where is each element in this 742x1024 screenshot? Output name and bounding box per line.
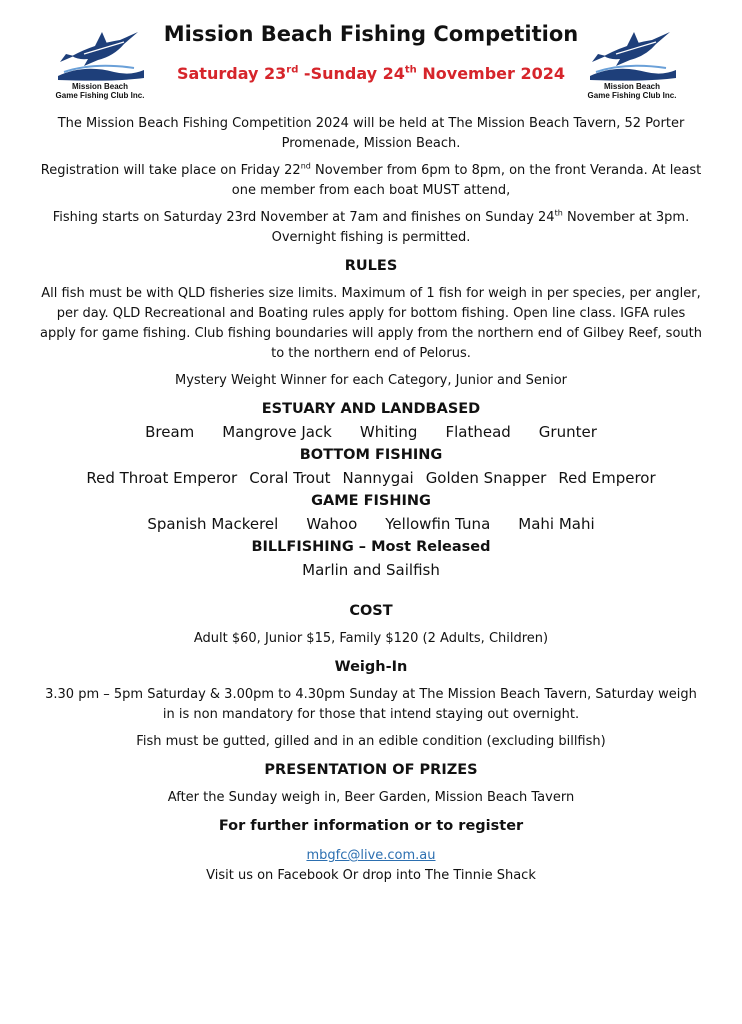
species-item: Spanish Mackerel <box>147 515 279 533</box>
category-heading-game: GAME FISHING <box>311 493 431 509</box>
weigh-in-condition: Fish must be gutted, gilled and in an edible condition (excluding billfish) <box>136 734 606 749</box>
category-heading-estuary: ESTUARY AND LANDBASED <box>261 401 481 417</box>
email-link[interactable]: mbgfc@live.com.au <box>306 848 436 863</box>
logo-text: Mission Beach Game Fishing Club Inc. <box>55 82 145 100</box>
facebook-note: Visit us on Facebook Or drop into The Tinnie Shack <box>206 868 536 883</box>
category-heading-bottom: BOTTOM FISHING <box>299 447 443 463</box>
species-item: Whiting <box>359 423 418 441</box>
rules-heading: RULES <box>344 258 398 274</box>
species-item: Coral Trout <box>249 469 331 487</box>
species-item: Wahoo <box>306 515 358 533</box>
species-row-game <box>40 512 702 536</box>
species-item: Red Emperor <box>558 469 656 487</box>
prizes-heading: PRESENTATION OF PRIZES <box>264 762 478 778</box>
species-item: Marlin and Sailfish <box>302 561 440 579</box>
contact-heading: For further information or to register <box>218 818 524 834</box>
mystery-weight-note: Mystery Weight Winner for each Category, Junior and Senior <box>175 373 567 388</box>
species-item: Mangrove Jack <box>222 423 332 441</box>
document-body <box>40 114 702 886</box>
rules-paragraph: All fish must be with QLD fisheries size limits. Maximum of 1 fish for weigh in per species, per angler, per day. QLD Recreational and Boating rules apply for bottom fishing. Open line class. IGFA rules apply for game fishing. Club fishing boundaries will apply from the northern end of Gilbey Reef, south to the northern end of Pelorus. <box>40 286 702 361</box>
venue-paragraph: The Mission Beach Fishing Competition 2024 will be held at The Mission Beach Tavern, 52 Porter Promenade, Mission Beach. <box>57 116 685 151</box>
cost-text: Adult $60, Junior $15, Family $120 (2 Adults, Children) <box>193 631 549 646</box>
species-item: Grunter <box>538 423 597 441</box>
species-item: Bream <box>145 423 195 441</box>
weigh-in-times: 3.30 pm – 5pm Saturday & 3.00pm to 4.30pm Sunday at The Mission Beach Tavern, Saturday weigh in is non mandatory for those that intend staying out overnight. <box>45 687 697 722</box>
category-heading-billfish: BILLFISHING – Most Released <box>251 539 491 555</box>
event-dates: Saturday 23rd -Sunday 24th November 2024 <box>176 64 566 83</box>
weigh-in-heading: Weigh-In <box>334 659 408 675</box>
registration-paragraph: Registration will take place on Friday 22nd November from 6pm to 8pm, on the front Veranda. At least one member from each boat MUST attend, <box>40 161 702 198</box>
species-item: Flathead <box>445 423 511 441</box>
species-item: Golden Snapper <box>425 469 547 487</box>
species-item: Red Throat Emperor <box>86 469 238 487</box>
species-row-bottom <box>40 466 702 490</box>
logo-text: Mission Beach Game Fishing Club Inc. <box>587 82 677 100</box>
fishing-times-paragraph: Fishing starts on Saturday 23rd November at 7am and finishes on Sunday 24th November at 3pm. Overnight fishing is permitted. <box>52 208 690 245</box>
species-item: Nannygai <box>342 469 414 487</box>
species-item: Yellowfin Tuna <box>385 515 491 533</box>
species-row-billfish <box>40 558 702 582</box>
page-title: Mission Beach Fishing Competition <box>163 22 579 46</box>
cost-heading: COST <box>349 603 393 619</box>
prizes-text: After the Sunday weigh in, Beer Garden, Mission Beach Tavern <box>167 790 575 805</box>
species-row-estuary <box>40 420 702 444</box>
species-item: Mahi Mahi <box>518 515 595 533</box>
